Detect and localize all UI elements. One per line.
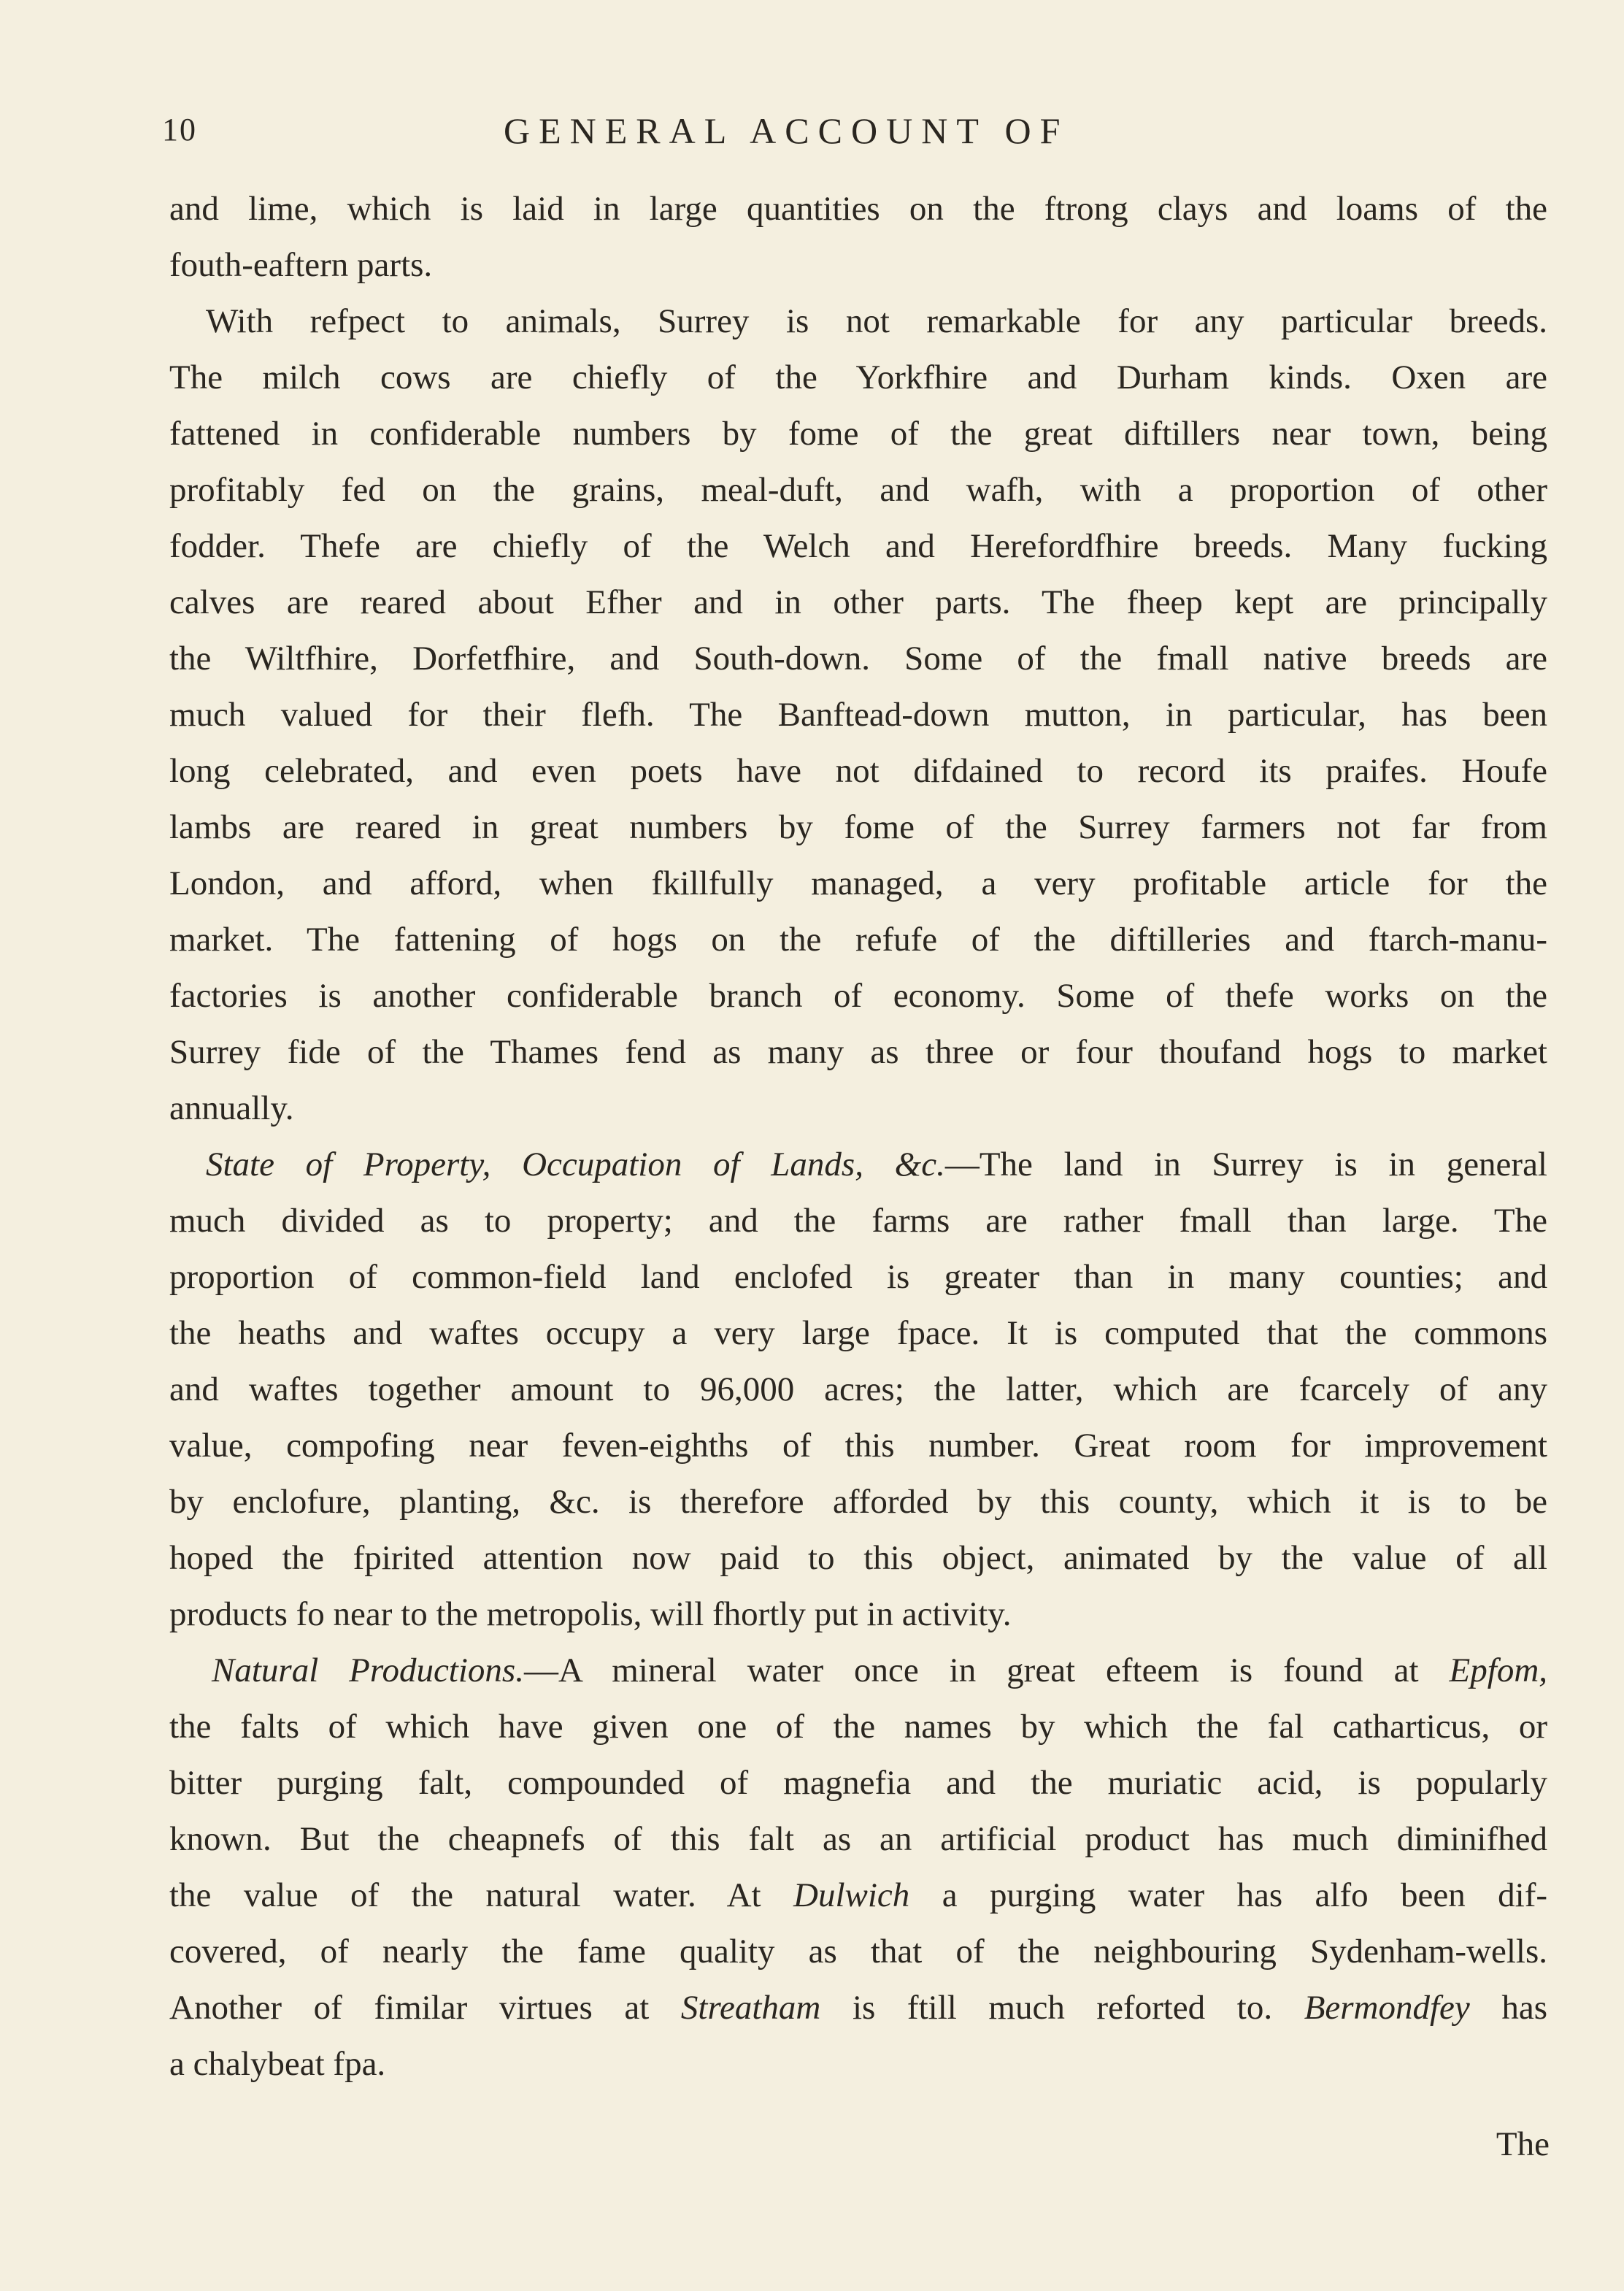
text-line: a chalybeat fpa. [169, 2045, 386, 2083]
text-line: factories is another confiderable branch of economy. Some of thefe works on the [169, 977, 1547, 1015]
text-line: fodder. Thefe are chiefly of the Welch and Herefordfhire breeds. Many fucking [169, 527, 1547, 565]
text-line: Surrey fide of the Thames fend as many as three or four thoufand hogs to market [169, 1033, 1547, 1071]
text-line: long celebrated, and even poets have not difdained to record its praifes. Houfe [169, 752, 1547, 790]
text-line: by enclofure, planting, &c. is therefore afforded by this county, which it is to be [169, 1483, 1547, 1521]
text-line: proportion of common-field land enclofed is greater than in many counties; and [169, 1258, 1547, 1296]
text-line: and waftes together amount to 96,000 acres; the latter, which are fcarcely of any [169, 1370, 1547, 1408]
text-line: the falts of which have given one of the names by which the fal catharticus, or [169, 1708, 1547, 1746]
text-line: known. But the cheapnefs of this falt as an artificial product has much diminifhed [169, 1820, 1547, 1858]
text-line: profitably fed on the grains, meal-duft, and wafh, with a proportion of other [169, 471, 1547, 509]
place-name-bermondsey: Bermondfey [1304, 1989, 1470, 2027]
text-line [169, 1643, 1547, 1699]
text-line [169, 1980, 1547, 2036]
text-line: covered, of nearly the fame quality as that of the neighbouring Sydenham-wells. [169, 1933, 1547, 1970]
section-heading-productions: Natural Productions. [212, 1651, 524, 1689]
place-name-streatham: Streatham [680, 1989, 821, 2027]
text-line: much divided as to property; and the farms are rather fmall than large. The [169, 1202, 1547, 1240]
text-line: London, and afford, when fkillfully managed, a very profitable article for the [169, 864, 1547, 902]
text-fragment: is ftill much reforted to. [852, 1989, 1273, 2027]
section-heading-property: State of Property, Occupation of Lands, &c. [206, 1146, 945, 1183]
running-head: GENERAL ACCOUNT OF [504, 110, 1069, 151]
text-line: fouth-eaftern parts. [169, 246, 433, 284]
text-line: With refpect to animals, Surrey is not remarkable for any particular breeds. [206, 302, 1547, 340]
text-line: market. The fattening of hogs on the refufe of the diftilleries and ftarch-manu- [169, 921, 1547, 959]
text-line: fattened in confiderable numbers by fome of the great diftillers near town, being [169, 415, 1547, 453]
body-text [169, 181, 1547, 2092]
page-number: 10 [162, 112, 197, 147]
place-name-dulwich: Dulwich [793, 1876, 910, 1914]
text-line [169, 1137, 1547, 1193]
text-line: The milch cows are chiefly of the Yorkfhire and Durham kinds. Oxen are [169, 358, 1547, 396]
text-line: annually. [169, 1089, 294, 1127]
text-line: much valued for their flefh. The Banftead-down mutton, in particular, has been [169, 696, 1547, 734]
text-line: the Wiltfhire, Dorfetfhire, and South-down. Some of the fmall native breeds are [169, 640, 1547, 678]
text-line: value, compofing near feven-eighths of this number. Great room for improvement [169, 1427, 1547, 1465]
text-line: hoped the fpirited attention now paid to this object, animated by the value of all [169, 1539, 1547, 1577]
text-line: bitter purging falt, compounded of magnefia and the muriatic acid, is popularly [169, 1764, 1547, 1802]
catchword: The [1496, 2125, 1550, 2163]
text-fragment: —The land in Surrey is in general [944, 1146, 1547, 1183]
text-fragment: the value of the natural water. At [169, 1876, 761, 1914]
place-name-epsom: Epfom, [1449, 1651, 1548, 1689]
text-line: and lime, which is laid in large quantities on the ftrong clays and loams of the [169, 190, 1547, 228]
text-line: the heaths and waftes occupy a very large fpace. It is computed that the commons [169, 1314, 1547, 1352]
text-line: calves are reared about Efher and in other parts. The fheep kept are principally [169, 583, 1547, 621]
text-fragment: a purging water has alfo been dif- [942, 1876, 1548, 1914]
text-fragment: —A mineral water once in great efteem is found at [523, 1651, 1419, 1689]
text-fragment: has [1501, 1989, 1548, 2027]
text-line [169, 1868, 1547, 1924]
text-fragment: Another of fimilar virtues at [169, 1989, 650, 2027]
text-line: lambs are reared in great numbers by fome of the Surrey farmers not far from [169, 808, 1547, 846]
text-line: products fo near to the metropolis, will fhortly put in activity. [169, 1595, 1012, 1633]
